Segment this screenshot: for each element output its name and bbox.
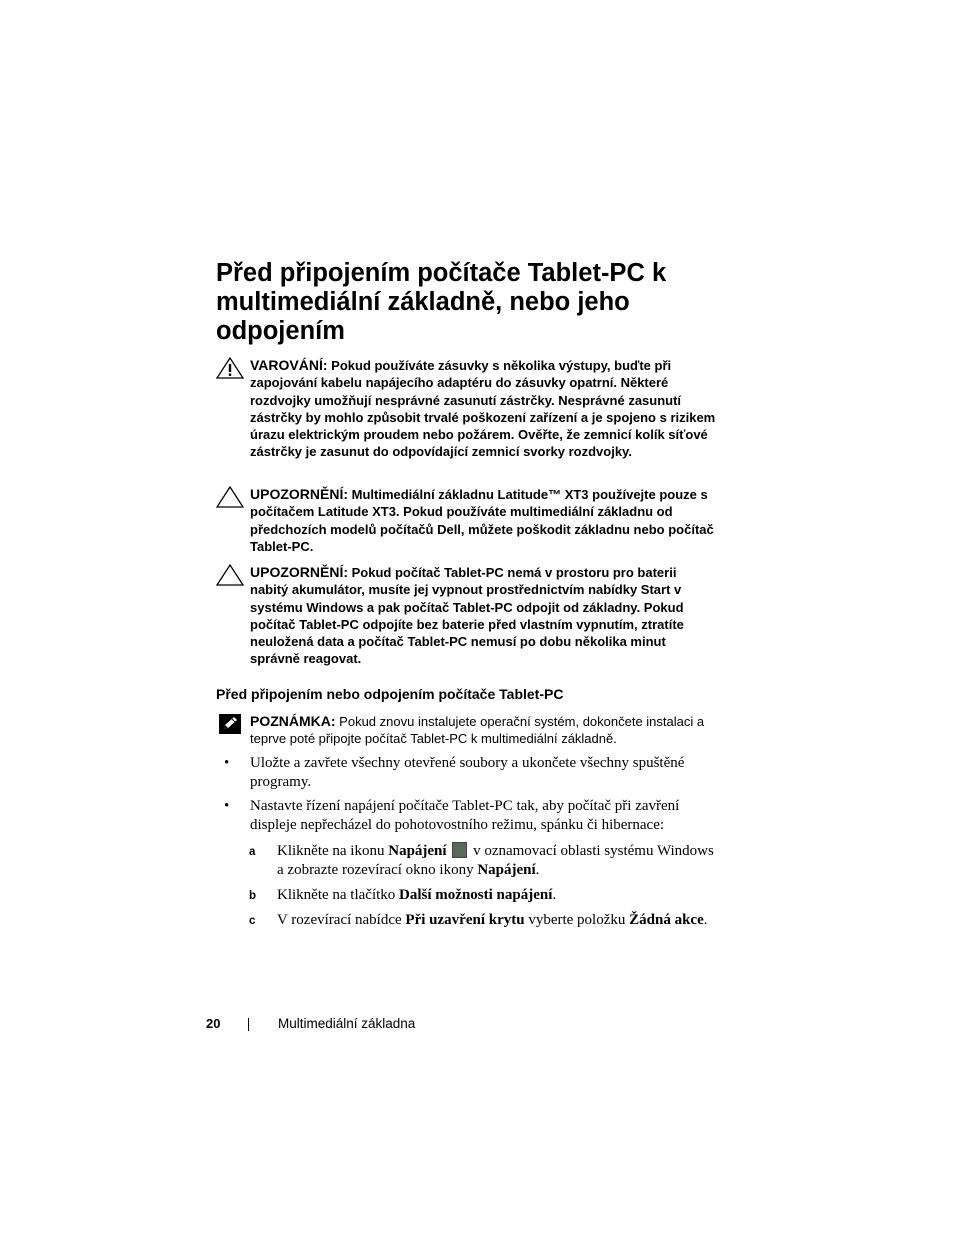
list-item [216,754,716,792]
caution-text: Pokud počítač Tablet-PC nemá v prostoru pro baterii nabitý akumulátor, musíte jej vypnout prostřednictvím nabídky Start v systému Windows a pak počítač Tablet-PC odpojit od základny. Pokud počítač Tablet-PC odpojíte bez baterie před vlastním vypnutím, ztratíte neuložená data a počítač Tablet-PC nemusí po dobu několika minut správně reagovat. [250,565,684,667]
bullet-marker: • [224,755,230,771]
step-letter: c [249,915,256,927]
list-item [216,797,716,835]
step-letter: b [249,890,257,902]
caution-notice [216,564,716,668]
step-text: vyberte položku [528,912,626,928]
step-item [249,842,719,880]
step-text: V rozevírací nabídce [277,912,402,928]
caution-text: Multimediální základnu Latitude™ XT3 používejte pouze s počítačem Latitude XT3. Pokud používáte multimediální základnu od předchozích modelů počítačů Dell, můžete poškodit základnu nebo počítač Tablet-PC. [250,487,714,554]
bullet-text: Nastavte řízení napájení počítače Tablet-PC tak, aby počítač při zavření displeje nepřecházel do pohotovostního režimu, spánku či hibernace: [250,798,680,833]
step-text: . [535,862,540,878]
bullet-marker: • [224,798,230,814]
power-icon [452,842,467,858]
warning-text: Pokud používáte zásuvky s několika výstupy, buďte při zapojování kabelu napájecího adaptéru do zásuvky opatrní. Některé rozdvojky umožňují nesprávné zasunutí zástrčky. Nesprávné zasunutí zástrčky by mohlo způsobit trvalé poškození zařízení a je spojeno s rizikem úrazu elektrickým proudem nebo požárem. Ověřte, že zemnicí kolík síťové zástrčky je zasunut do odpovídající zemnicí svorky rozdvojky. [250,358,716,460]
note-text: Pokud znovu instalujete operační systém, dokončete instalaci a teprve poté připojte počítač Tablet-PC k multimediální základně. [250,714,705,747]
caution-label: UPOZORNĚNÍ: [250,486,348,502]
step-bold: Při uzavření krytu [405,912,525,928]
step-text: v oznamovací oblasti systému Windows a zobrazte rozevírací okno ikony [277,843,714,878]
step-text: Klikněte na tlačítko [277,887,396,903]
page-title: Před připojením počítače Tablet-PC k multimediální základně, nebo jeho odpojením [216,259,667,345]
caution-triangle-icon [216,564,244,591]
caution-triangle-icon [216,486,244,513]
page-number: 20 [206,1016,221,1031]
step-text: . [552,887,557,903]
note-label: POZNÁMKA: [250,713,336,729]
warning-triangle-icon [216,357,244,384]
step-bold: Žádná akce [629,912,704,928]
note-pencil-icon [219,714,241,739]
step-bold: Napájení [477,862,536,878]
step-item [249,886,719,905]
footer-section-title: Multimediální základna [278,1016,416,1031]
step-text: Klikněte na ikonu [277,843,385,859]
bullet-text: Uložte a zavřete všechny otevřené soubory a ukončete všechny spuštěné programy. [250,755,685,790]
step-letter: a [249,846,256,858]
section-subheading: Před připojením nebo odpojením počítače Tablet-PC [216,686,564,702]
step-text: . [703,912,708,928]
footer-divider [248,1018,249,1031]
note-notice [216,713,716,748]
step-bold: Napájení [388,843,447,859]
step-bold: Další možnosti napájení [399,887,553,903]
caution-notice [216,486,716,555]
warning-notice [216,357,716,461]
step-item [249,911,719,930]
caution-label: UPOZORNĚNÍ: [250,564,348,580]
warning-label: VAROVÁNÍ: [250,357,328,373]
